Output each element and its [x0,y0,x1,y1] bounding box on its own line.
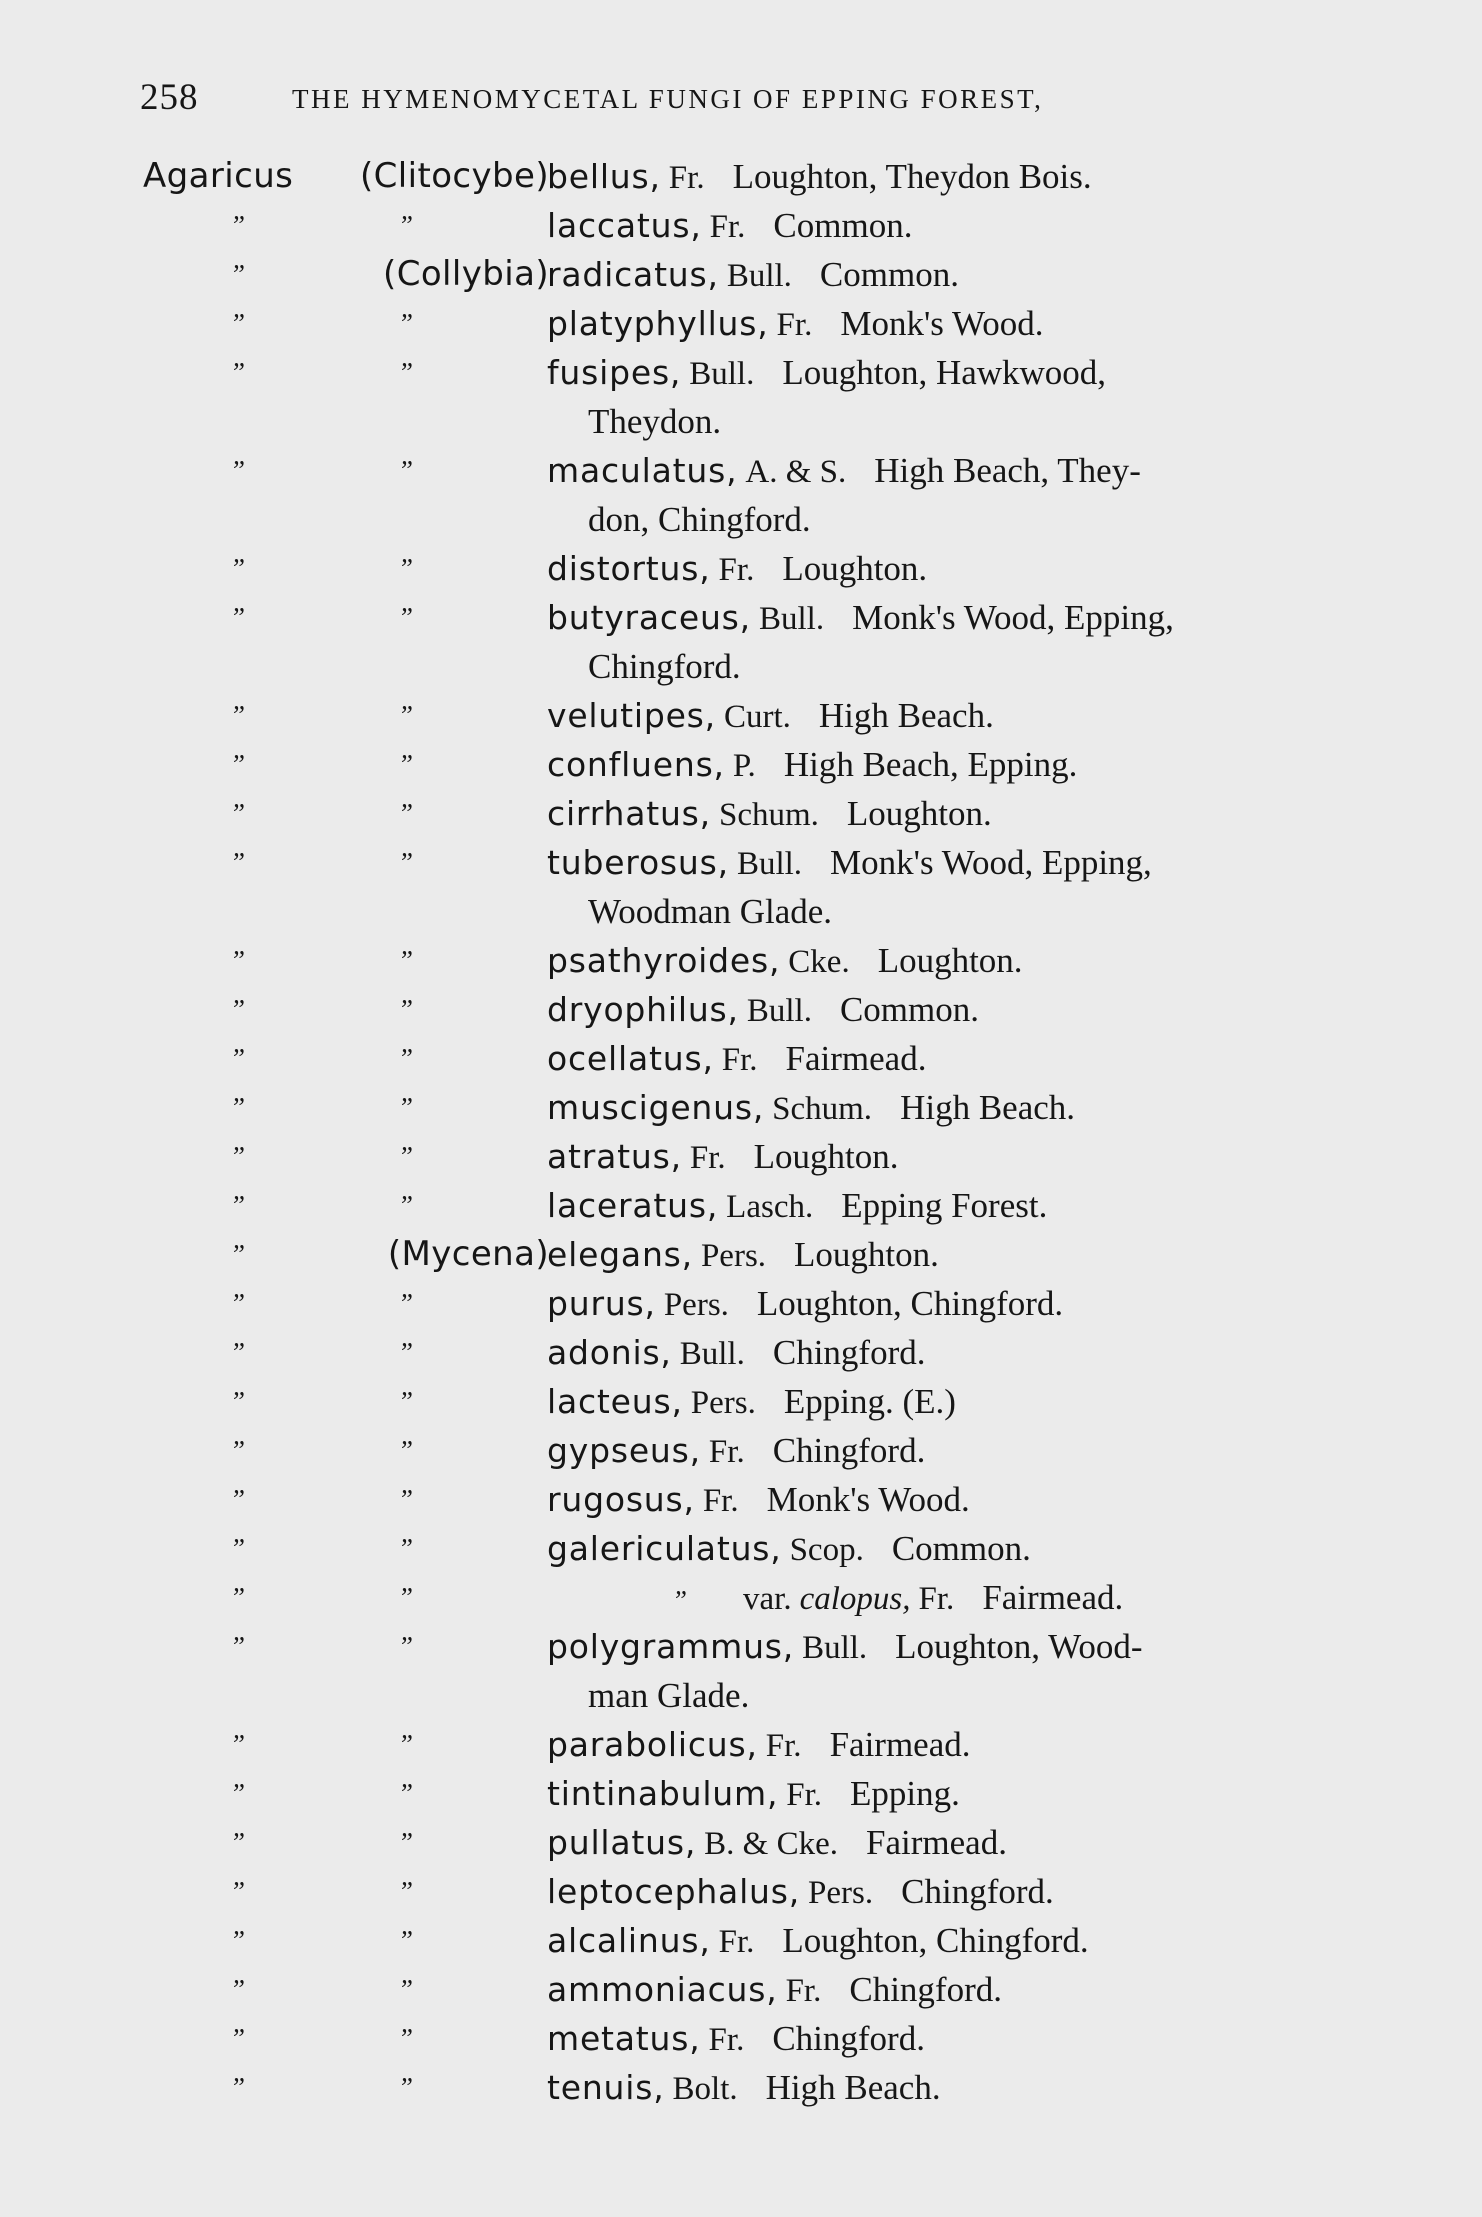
locality: High Beach. [818,696,994,735]
species-name: laceratus, [547,1186,719,1225]
species-name: cirrhatus, [547,794,711,833]
species-name: tintinabulum, [547,1774,779,1813]
authority: B. & Cke. [704,1826,839,1862]
entry-text [547,1622,1143,1673]
locality: Loughton, Theydon Bois. [732,157,1092,196]
locality: Common. [839,990,979,1029]
entry-text [547,1965,1002,2016]
subgenus-ditto-mark: ” [398,1582,414,1612]
genus-ditto-mark: ” [230,749,246,779]
locality: High Beach, They- [874,451,1141,490]
authority: Bull. [746,993,812,1029]
locality: Common. [773,206,913,245]
locality-continuation: don, Chingford. [588,500,811,539]
locality: Chingford. [772,1333,926,1372]
locality: Chingford. [772,1431,926,1470]
genus-ditto-mark: ” [230,1925,246,1955]
authority: Fr. [785,1973,822,2009]
entry-text [547,1475,970,1526]
species-name: polygrammus, [547,1627,795,1666]
locality: Loughton. [846,794,992,833]
species-name: fusipes, [547,353,682,392]
locality: Monk's Wood, Epping, [852,598,1174,637]
locality-continuation: Theydon. [588,402,722,441]
entry-text [547,299,1043,350]
species-entry [0,1769,1482,1818]
locality: Loughton, Hawkwood, [782,353,1107,392]
species-entry [0,250,1482,299]
authority: Pers. [700,1238,767,1274]
entry-text [547,838,1152,889]
species-entry [0,740,1482,789]
locality: Loughton, Chingford. [756,1284,1064,1323]
species-name: laccatus, [547,206,702,245]
variety-name: calopus, [799,1581,911,1617]
species-name: dryophilus, [547,990,739,1029]
species-entry [0,593,1482,691]
species-name: maculatus, [547,451,738,490]
entry-text [547,936,1023,987]
entry-text [547,593,1174,644]
entry-text [672,1573,1123,1625]
entry-text [547,2014,925,2065]
authority: Fr. [721,1042,758,1078]
subgenus-ditto-mark: ” [398,1974,414,2004]
species-name: ocellatus, [547,1039,714,1078]
locality: High Beach. [765,2068,941,2107]
locality: Loughton. [877,941,1023,980]
species-name: leptocephalus, [547,1872,801,1911]
species-entry [0,1034,1482,1083]
species-entry [0,691,1482,740]
running-title: THE HYMENOMYCETAL FUNGI OF EPPING FOREST, [292,84,1044,114]
species-name: gypseus, [547,1431,701,1470]
genus-ditto-mark: ” [230,2072,246,2102]
species-entry [0,1916,1482,1965]
genus-ditto-mark: ” [230,1386,246,1416]
authority: Fr. [765,1728,802,1764]
species-name: atratus, [547,1137,682,1176]
locality: Chingford. [849,1970,1002,2009]
genus-ditto-mark: ” [230,1337,246,1367]
subgenus-ditto-mark: ” [398,847,414,877]
locality: Epping. (E.) [783,1382,956,1421]
authority: Bull. [679,1336,745,1372]
subgenus-ditto-mark: ” [398,1337,414,1367]
entry-text [547,2063,941,2114]
locality: Chingford. [772,2019,925,2058]
species-name: alcalinus, [547,1921,711,1960]
subgenus-ditto-mark: ” [398,357,414,387]
species-name: adonis, [547,1333,672,1372]
subgenus-ditto-mark: ” [398,1141,414,1171]
genus-ditto-mark: ” [230,602,246,632]
entry-text [547,1818,1007,1869]
locality: Monk's Wood. [766,1480,970,1519]
variety-label: var. [743,1581,792,1617]
authority: Fr. [786,1777,823,1813]
species-entry [0,838,1482,936]
genus-ditto-mark: ” [230,259,246,289]
subgenus-ditto-mark: ” [398,602,414,632]
subgenus-ditto-mark: ” [398,798,414,828]
locality: High Beach, Epping. [783,745,1078,784]
authority: Bull. [726,258,792,294]
subgenus-ditto-mark: ” [398,1533,414,1563]
entry-text [547,152,1092,203]
authority: P. [732,748,756,784]
subgenus-ditto-mark: ” [398,1288,414,1318]
genus-ditto-mark: ” [230,1043,246,1073]
species-entry [0,1965,1482,2014]
authority: Bull. [736,846,803,882]
entry-text [547,1426,925,1477]
entry-text [547,1377,956,1428]
subgenus-ditto-mark: ” [398,1386,414,1416]
subgenus-ditto-mark: ” [398,2023,414,2053]
locality: Loughton. [782,549,928,588]
subgenus-ditto-mark: ” [398,1190,414,1220]
genus-ditto-mark: ” [230,945,246,975]
entry-text [547,691,994,742]
genus-ditto-mark: ” [230,455,246,485]
species-name: pullatus, [547,1823,697,1862]
entry-text [547,1328,925,1379]
subgenus-ditto-mark: ” [398,1729,414,1759]
species-entry [0,1475,1482,1524]
genus-ditto-mark: ” [230,1729,246,1759]
genus-ditto-mark: ” [230,1631,246,1661]
subgenus-ditto-mark: ” [398,1435,414,1465]
species-entry [0,1083,1482,1132]
authority: Fr. [689,1140,726,1176]
genus-ditto-mark: ” [230,1484,246,1514]
entry-text [547,446,1141,497]
locality-continuation: man Glade. [588,1676,750,1715]
entry-text [547,201,912,252]
genus-ditto-mark: ” [230,1288,246,1318]
authority: Curt. [723,699,791,735]
species-name: tenuis, [547,2068,665,2107]
genus-ditto-mark: ” [230,798,246,828]
genus-ditto-mark: ” [230,1827,246,1857]
entry-text [547,1083,1075,1134]
authority: Fr. [702,1483,739,1519]
locality: Epping Forest. [841,1186,1048,1225]
species-name: radicatus, [547,255,719,294]
locality-continuation: Woodman Glade. [588,892,833,931]
authority: Pers. [808,1875,874,1911]
subgenus-ditto-mark: ” [398,553,414,583]
locality: Monk's Wood, Epping, [830,843,1152,882]
locality: High Beach. [900,1088,1076,1127]
species-entry [0,299,1482,348]
species-entry [0,1622,1482,1720]
species-name: distortus, [547,549,711,588]
species-entry [0,1279,1482,1328]
entry-text [547,1769,960,1820]
authority: A. & S. [745,454,847,490]
genus-ditto-mark: ” [230,1533,246,1563]
species-list [0,152,1482,2112]
locality: Loughton. [794,1235,939,1274]
authority: Fr. [918,1581,955,1617]
locality: Loughton. [753,1137,899,1176]
species-name: butyraceus, [547,598,751,637]
entry-text [547,348,1106,399]
species-entry [0,2014,1482,2063]
genus-ditto-mark: ” [230,1239,246,1269]
entry-text [547,1867,1054,1918]
authority: Fr. [668,160,705,196]
authority: Bull. [802,1630,868,1666]
entry-text [547,789,992,840]
species-entry [0,1181,1482,1230]
species-entry [0,1132,1482,1181]
page-header [140,76,1360,126]
subgenus-ditto-mark: ” [398,210,414,240]
locality: Epping. [850,1774,960,1813]
authority: Bull. [758,601,825,637]
species-name: confluens, [547,745,725,784]
authority: Fr. [718,552,755,588]
entry-text [547,985,979,1036]
subgenus-ditto-mark: ” [398,1043,414,1073]
locality: Fairmead. [866,1823,1007,1862]
species-entry [0,544,1482,593]
authority: Fr. [718,1924,755,1960]
genus-ditto-mark: ” [230,553,246,583]
subgenus-ditto-mark: ” [398,945,414,975]
species-name: ammoniacus, [547,1970,778,2009]
authority: Fr. [709,209,746,245]
entry-text [547,1181,1047,1232]
entry-text [547,250,959,301]
species-name: platyphyllus, [547,304,769,343]
entry-text [547,1132,899,1183]
entry-text [547,1916,1089,1967]
genus-ditto-mark: ” [230,1190,246,1220]
species-entry [0,1230,1482,1279]
species-entry [0,1524,1482,1573]
species-name: velutipes, [547,696,716,735]
species-entry [0,1328,1482,1377]
genus-ditto-mark: ” [230,308,246,338]
species-name: psathyroides, [547,941,781,980]
species-name: rugosus, [547,1480,695,1519]
locality: Common. [891,1529,1031,1568]
genus-ditto-mark: ” [230,357,246,387]
species-name: galericulatus, [547,1529,782,1568]
genus-ditto-mark: ” [230,700,246,730]
genus-ditto-mark: ” [230,1092,246,1122]
genus-ditto-mark: ” [230,1778,246,1808]
genus-name: Agaricus [143,156,294,196]
genus-ditto-mark: ” [230,2023,246,2053]
locality: Fairmead. [982,1578,1124,1617]
subgenus-ditto-mark: ” [398,700,414,730]
locality-continuation: Chingford. [588,647,741,686]
species-name: tuberosus, [547,843,729,882]
locality: Loughton, Chingford. [782,1921,1089,1960]
species-entry [0,1720,1482,1769]
subgenus-name: (Clitocybe) [359,156,549,196]
genus-ditto-mark: ” [230,1435,246,1465]
authority: Fr. [776,307,813,343]
genus-ditto-mark: ” [230,210,246,240]
entry-text [547,1034,926,1085]
species-name: parabolicus, [547,1725,758,1764]
entry-text [547,1524,1031,1575]
subgenus-ditto-mark: ” [398,1876,414,1906]
species-entry [0,2063,1482,2112]
locality: Chingford. [901,1872,1054,1911]
entry-text [547,544,927,595]
species-name: purus, [547,1284,656,1323]
genus-ditto-mark: ” [230,1876,246,1906]
species-name: lacteus, [547,1382,683,1421]
species-entry [0,152,1482,201]
subgenus-ditto-mark: ” [398,455,414,485]
authority: Pers. [663,1287,729,1323]
genus-ditto-mark: ” [230,1974,246,2004]
subgenus-name: (Collybia) [383,254,549,294]
subgenus-ditto-mark: ” [398,1778,414,1808]
species-entry [0,936,1482,985]
species-entry [0,789,1482,838]
species-entry [0,446,1482,544]
species-name: metatus, [547,2019,701,2058]
authority: Pers. [690,1385,756,1421]
page-number: 258 [140,77,199,118]
authority: Schum. [772,1091,873,1127]
authority: Bull. [689,356,755,392]
locality: Monk's Wood. [840,304,1044,343]
authority: Scop. [789,1532,864,1568]
locality: Fairmead. [785,1039,927,1078]
subgenus-ditto-mark: ” [398,994,414,1024]
genus-ditto-mark: ” [230,847,246,877]
genus-ditto-mark: ” [230,1141,246,1171]
subgenus-ditto-mark: ” [398,2072,414,2102]
entry-text [547,740,1077,791]
authority: Schum. [718,797,819,833]
species-entry [0,1573,1482,1622]
locality: Common. [819,255,959,294]
species-entry [0,348,1482,446]
species-entry [0,1867,1482,1916]
subgenus-ditto-mark: ” [398,1827,414,1857]
entry-text [547,1279,1063,1330]
locality: Loughton, Wood- [895,1627,1143,1666]
species-entry [0,1426,1482,1475]
authority: Lasch. [726,1189,814,1225]
species-entry [0,201,1482,250]
subgenus-name: (Mycena) [387,1234,549,1274]
subgenus-ditto-mark: ” [398,1925,414,1955]
authority: Bolt. [672,2071,738,2107]
species-entry [0,985,1482,1034]
entry-text [547,1230,939,1281]
genus-ditto-mark: ” [230,1582,246,1612]
species-entry [0,1818,1482,1867]
subgenus-ditto-mark: ” [398,1092,414,1122]
authority: Fr. [708,1434,745,1470]
authority: Fr. [708,2022,745,2058]
species-entry [0,1377,1482,1426]
genus-ditto-mark: ” [230,994,246,1024]
species-ditto-mark: ” [672,1585,688,1615]
locality: Fairmead. [829,1725,971,1764]
subgenus-ditto-mark: ” [398,1631,414,1661]
species-name: muscigenus, [547,1088,765,1127]
subgenus-ditto-mark: ” [398,749,414,779]
entry-text [547,1720,971,1771]
species-name: bellus, [547,157,661,196]
subgenus-ditto-mark: ” [398,1484,414,1514]
subgenus-ditto-mark: ” [398,308,414,338]
species-name: elegans, [547,1235,693,1274]
authority: Cke. [788,944,850,980]
